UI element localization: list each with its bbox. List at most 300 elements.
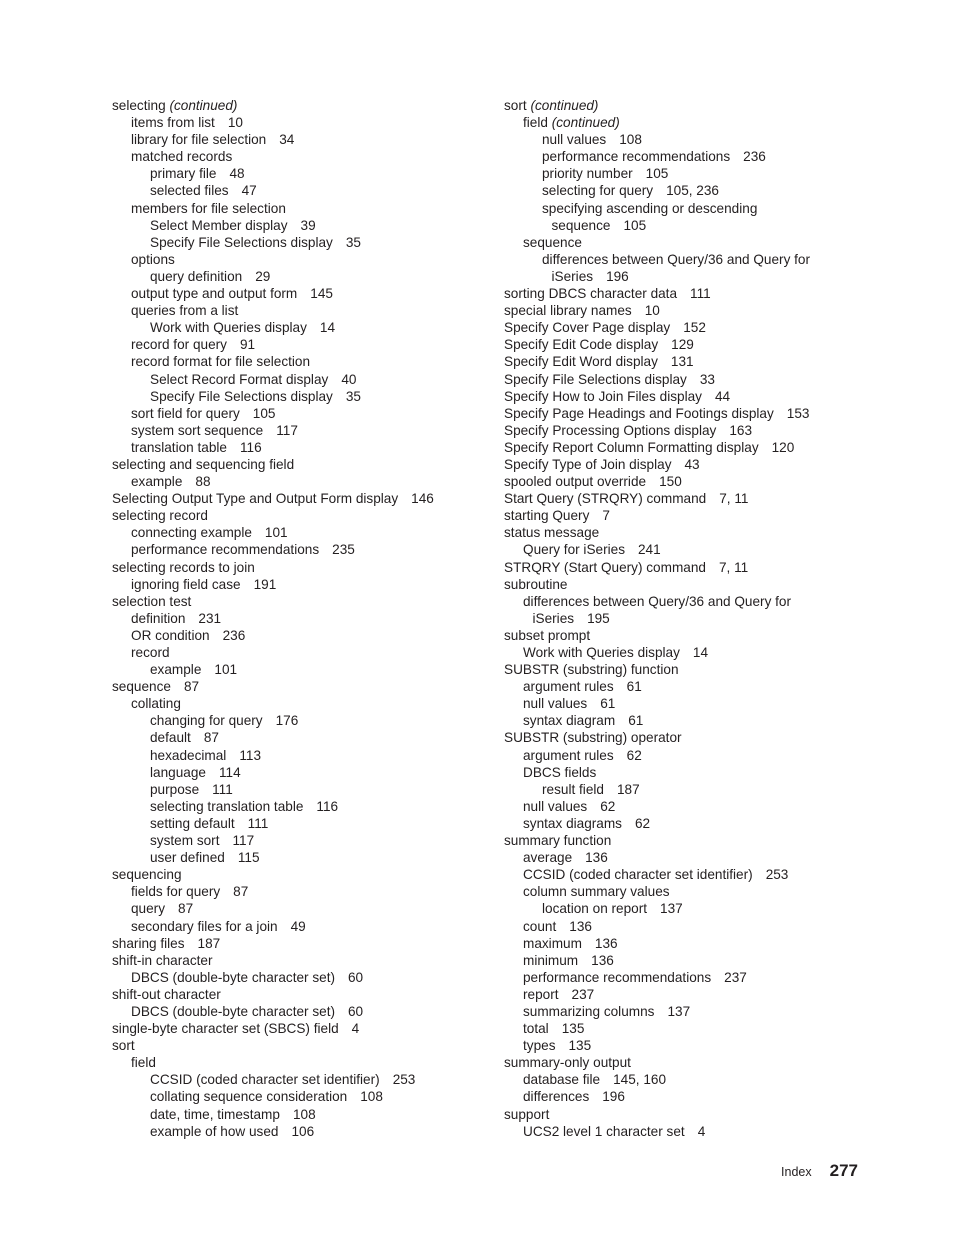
- index-entry: [112, 541, 482, 558]
- index-term: summary function: [504, 833, 612, 849]
- index-term: default: [150, 730, 191, 746]
- index-page-ref: 87: [203, 730, 219, 746]
- index-term: priority number: [542, 166, 633, 182]
- index-term: queries from a list: [131, 303, 239, 319]
- index-entry: [504, 200, 844, 234]
- index-term: options: [131, 251, 175, 267]
- index-entry: [112, 832, 482, 849]
- index-page-ref: 47: [241, 183, 257, 199]
- index-page-ref: 33: [699, 371, 715, 387]
- index-page-ref: 145, 160: [613, 1072, 667, 1088]
- index-page-ref: 176: [275, 713, 299, 729]
- index-entry: [504, 1106, 844, 1123]
- index-entry: [504, 422, 844, 439]
- index-term: Select Member display: [150, 217, 288, 233]
- index-term: status message: [504, 525, 600, 541]
- index-entry: [112, 849, 482, 866]
- index-entry: [112, 439, 482, 456]
- index-term: Specify Processing Options display: [504, 422, 717, 438]
- index-entry: [504, 165, 844, 182]
- index-page-ref: 62: [634, 815, 651, 831]
- index-entry: [504, 712, 844, 729]
- index-entry: [112, 576, 482, 593]
- index-page-ref: 129: [671, 337, 694, 353]
- index-page-ref: 105, 236: [666, 183, 719, 199]
- index-entry: [504, 302, 844, 319]
- index-entry: [112, 97, 482, 114]
- index-page-ref: 231: [198, 610, 222, 626]
- index-term: sorting DBCS character data: [504, 286, 678, 302]
- index-page-ref: 10: [644, 303, 660, 319]
- index-page-ref: 108: [292, 1106, 316, 1122]
- index-entry: [504, 405, 844, 422]
- footer-section-label: Index: [781, 1165, 812, 1179]
- index-entry: [504, 900, 844, 917]
- index-page-ref: 87: [233, 884, 249, 900]
- index-entry: [504, 439, 844, 456]
- index-page-ref: 4: [351, 1021, 360, 1037]
- continued-marker: (continued): [530, 98, 599, 113]
- index-entry: [112, 695, 482, 712]
- index-column-left: [112, 97, 482, 1140]
- index-term: items from list: [131, 115, 215, 131]
- index-term: performance recommendations: [523, 969, 712, 985]
- index-entry: [112, 593, 482, 610]
- index-page-ref: 145: [310, 286, 333, 302]
- index-page-ref: 7, 11: [719, 491, 749, 507]
- index-term: matched records: [131, 149, 233, 165]
- index-page-ref: 48: [229, 166, 245, 182]
- index-page-ref: 116: [316, 798, 339, 814]
- index-page-ref: 114: [218, 764, 241, 780]
- index-term: sort: [112, 1038, 135, 1054]
- index-page-ref: 120: [771, 439, 795, 455]
- index-page-ref: 196: [606, 268, 629, 284]
- index-page-ref: 236: [743, 149, 766, 165]
- index-term: library for file selection: [131, 132, 267, 148]
- index-term: column summary values: [523, 884, 670, 900]
- index-entry: [112, 712, 482, 729]
- index-term: ignoring field case: [131, 576, 241, 592]
- index-entry: [112, 371, 482, 388]
- index-page-ref: 253: [392, 1072, 416, 1088]
- index-page-ref: 87: [183, 679, 200, 695]
- index-term: Specify Edit Code display: [504, 337, 659, 353]
- index-page-ref: 111: [690, 286, 711, 302]
- index-page-ref: 117: [232, 833, 255, 849]
- index-page-ref: 39: [300, 217, 316, 233]
- index-page-ref: 101: [214, 662, 238, 678]
- index-term: Specify How to Join Files display: [504, 388, 702, 404]
- index-term: record: [131, 645, 170, 660]
- index-term: DBCS (double-byte character set): [131, 969, 335, 985]
- index-term: record format for file selection: [131, 354, 311, 370]
- index-page-ref: 60: [348, 969, 364, 985]
- index-term: definition: [131, 610, 186, 626]
- index-page-ref: 49: [290, 918, 306, 934]
- index-term: CCSID (coded character set identifier): [523, 867, 753, 883]
- index-entry: [112, 952, 482, 969]
- index-term: minimum: [523, 952, 579, 968]
- index-term: language: [150, 764, 206, 780]
- index-term: spooled output override: [504, 474, 647, 490]
- index-page-ref: 253: [765, 867, 789, 883]
- index-entry: [504, 319, 844, 336]
- index-entry: [112, 302, 482, 319]
- continued-marker: (continued): [169, 98, 238, 113]
- index-page-ref: 135: [568, 1038, 592, 1054]
- index-entry: [504, 781, 844, 798]
- index-page-ref: 135: [561, 1021, 585, 1037]
- index-entry: [504, 353, 844, 370]
- index-entry: [112, 388, 482, 405]
- index-page-ref: 136: [569, 918, 592, 934]
- index-entry: [504, 251, 844, 285]
- index-page-ref: 136: [591, 952, 614, 968]
- index-term: differences between Query/36 and Query for iSeries: [542, 251, 811, 284]
- index-entry: [112, 200, 482, 217]
- index-entry: [504, 541, 844, 558]
- index-entry: [112, 1037, 482, 1054]
- index-entry: [504, 97, 844, 114]
- index-entry: [112, 918, 482, 935]
- index-page-ref: 136: [585, 850, 608, 866]
- index-page-ref: 237: [724, 969, 747, 985]
- index-entry: [504, 1088, 844, 1105]
- index-term: SUBSTR (substring) function: [504, 662, 679, 678]
- index-entry: [504, 148, 844, 165]
- index-entry: [504, 627, 844, 644]
- index-term: date, time, timestamp: [150, 1106, 280, 1122]
- index-term: types: [523, 1038, 556, 1054]
- index-term: user defined: [150, 850, 225, 866]
- index-term: selecting records to join: [112, 559, 255, 575]
- index-entry: [504, 644, 844, 661]
- index-entry: [504, 986, 844, 1003]
- index-entry: [504, 695, 844, 712]
- index-term: Work with Queries display: [523, 645, 680, 660]
- index-entry: [112, 1003, 482, 1020]
- index-entry: [504, 764, 844, 781]
- index-entry: [112, 610, 482, 627]
- index-term: support: [504, 1106, 550, 1122]
- index-entry: [112, 114, 482, 131]
- index-term: database file: [523, 1072, 601, 1088]
- index-entry: [112, 883, 482, 900]
- index-term: selecting and sequencing field: [112, 456, 295, 472]
- index-entry: [112, 285, 482, 302]
- index-entry: [504, 883, 844, 900]
- index-entry: [112, 353, 482, 370]
- index-term: selecting record: [112, 508, 208, 524]
- index-term: Specify File Selections display: [150, 234, 333, 250]
- index-term: null values: [523, 798, 588, 814]
- index-entry: [112, 1088, 482, 1105]
- index-entry: [112, 644, 482, 661]
- index-page-ref: 10: [227, 115, 243, 131]
- index-page-ref: 237: [571, 986, 595, 1002]
- index-page-ref: 137: [667, 1003, 691, 1019]
- index-term: query: [131, 901, 166, 917]
- index-term: Specify Report Column Formatting display: [504, 439, 759, 455]
- index-entry: [112, 798, 482, 815]
- index-term: subroutine: [504, 576, 568, 592]
- index-entry: [504, 234, 844, 251]
- index-page-ref: 163: [729, 422, 753, 438]
- index-entry: [504, 182, 844, 199]
- index-entry: [112, 473, 482, 490]
- continued-marker: (continued): [551, 115, 620, 131]
- index-term: query definition: [150, 268, 243, 284]
- index-term: count: [523, 918, 557, 934]
- index-page-ref: 34: [279, 132, 295, 148]
- index-term: sort field for query: [131, 405, 240, 421]
- index-page-ref: 108: [360, 1089, 383, 1105]
- index-page-ref: 117: [276, 422, 298, 438]
- index-entry: [504, 832, 844, 849]
- index-entry: [504, 1003, 844, 1020]
- index-page-ref: 40: [341, 371, 357, 387]
- index-entry: [504, 729, 844, 746]
- index-entry: [504, 559, 844, 576]
- index-page-ref: 62: [600, 798, 616, 814]
- index-entry: [504, 1037, 844, 1054]
- index-term: fields for query: [131, 884, 221, 900]
- index-entry: [112, 781, 482, 798]
- index-term: maximum: [523, 935, 582, 951]
- index-term: example of how used: [150, 1123, 279, 1139]
- index-entry: [112, 986, 482, 1003]
- index-entry: [112, 251, 482, 268]
- index-entry: [112, 1106, 482, 1123]
- index-page-ref: 87: [178, 901, 194, 917]
- index-term: translation table: [131, 439, 227, 455]
- index-entry: [504, 473, 844, 490]
- index-page-ref: 35: [345, 234, 361, 250]
- index-term: selecting: [112, 98, 166, 113]
- index-term: report: [523, 986, 559, 1002]
- index-term: sharing files: [112, 935, 185, 951]
- index-term: syntax diagrams: [523, 815, 622, 831]
- index-page-ref: 14: [692, 645, 709, 660]
- index-entry: [504, 798, 844, 815]
- index-column-right: [504, 97, 844, 1140]
- index-term: Specify File Selections display: [150, 388, 333, 404]
- index-term: record for query: [131, 337, 227, 353]
- index-entry: [112, 866, 482, 883]
- index-term: sequence: [112, 679, 171, 695]
- index-page-ref: 236: [222, 627, 246, 643]
- index-page-ref: 105: [645, 166, 669, 182]
- index-term: selecting translation table: [150, 798, 304, 814]
- index-page-ref: 111: [212, 781, 233, 797]
- index-term: argument rules: [523, 747, 614, 763]
- index-term: Selecting Output Type and Output Form display: [112, 491, 399, 507]
- index-page-ref: 106: [291, 1123, 315, 1139]
- index-entry: [504, 747, 844, 764]
- index-page-ref: 150: [659, 474, 682, 490]
- index-entry: [504, 490, 844, 507]
- index-entry: [112, 182, 482, 199]
- index-term: Specify Cover Page display: [504, 320, 671, 336]
- index-entry: [504, 678, 844, 695]
- index-page-ref: 137: [660, 901, 683, 917]
- index-page-ref: 7, 11: [718, 559, 749, 575]
- index-term: sort: [504, 98, 527, 113]
- index-entry: [112, 131, 482, 148]
- index-page-ref: 146: [411, 491, 434, 507]
- index-entry: [112, 764, 482, 781]
- index-entry: [112, 217, 482, 234]
- index-term: primary file: [150, 166, 217, 182]
- index-term: hexadecimal: [150, 747, 227, 763]
- index-entry: [504, 285, 844, 302]
- index-term: shift-in character: [112, 952, 213, 968]
- index-page-ref: 105: [623, 217, 647, 233]
- index-term: Specify Edit Word display: [504, 354, 658, 370]
- index-term: UCS2 level 1 character set: [523, 1123, 685, 1139]
- index-term: field: [131, 1055, 156, 1071]
- index-term: output type and output form: [131, 286, 298, 302]
- index-term: Work with Queries display: [150, 320, 307, 336]
- index-entry: [112, 559, 482, 576]
- index-page-ref: 4: [697, 1123, 706, 1139]
- index-entry: [504, 336, 844, 353]
- index-entry: [112, 336, 482, 353]
- index-term: Specify File Selections display: [504, 371, 687, 387]
- index-term: SUBSTR (substring) operator: [504, 730, 682, 746]
- index-entry: [112, 661, 482, 678]
- index-page-ref: 35: [345, 388, 361, 404]
- index-term: summary-only output: [504, 1055, 631, 1071]
- index-term: changing for query: [150, 713, 263, 729]
- index-term: system sort: [150, 833, 220, 849]
- index-term: field: [523, 115, 548, 131]
- index-term: single-byte character set (SBCS) field: [112, 1021, 339, 1037]
- index-entry: [112, 1020, 482, 1037]
- index-term: starting Query: [504, 508, 590, 524]
- index-term: Specify Page Headings and Footings display: [504, 405, 774, 421]
- index-page-ref: 195: [587, 610, 610, 626]
- index-page-ref: 241: [638, 542, 661, 558]
- index-page-ref: 235: [332, 542, 355, 558]
- index-page-ref: 108: [619, 132, 642, 148]
- index-term: system sort sequence: [131, 422, 264, 438]
- index-entry: [112, 422, 482, 439]
- index-entry: [112, 969, 482, 986]
- index-entry: [112, 148, 482, 165]
- index-term: special library names: [504, 303, 632, 319]
- index-term: shift-out character: [112, 986, 221, 1002]
- index-page-ref: 116: [239, 439, 262, 455]
- index-term: location on report: [542, 901, 648, 917]
- index-page-ref: 88: [195, 474, 211, 490]
- index-term: total: [523, 1021, 549, 1037]
- index-term: specifying ascending or descending sequence: [542, 200, 758, 233]
- index-entry: [112, 490, 482, 507]
- index-term: collating sequence consideration: [150, 1089, 348, 1105]
- index-entry: [112, 729, 482, 746]
- index-entry: [112, 234, 482, 251]
- index-page-ref: 196: [602, 1089, 625, 1105]
- index-page-ref: 14: [319, 320, 336, 336]
- index-entry: [504, 815, 844, 832]
- index-entry: [504, 456, 844, 473]
- index-entry: [112, 1054, 482, 1071]
- index-entry: [504, 131, 844, 148]
- index-term: selecting for query: [542, 183, 654, 199]
- index-page-ref: 187: [616, 781, 640, 797]
- index-page-ref: 111: [247, 815, 269, 831]
- index-entry: [504, 507, 844, 524]
- index-page-ref: 43: [684, 456, 700, 472]
- index-term: connecting example: [131, 525, 252, 541]
- index-page-ref: 136: [594, 935, 618, 951]
- index-term: setting default: [150, 815, 235, 831]
- index-term: subset prompt: [504, 627, 591, 643]
- index-entry: [504, 593, 844, 627]
- index-entry: [504, 1054, 844, 1071]
- footer-page-number: 277: [829, 1161, 858, 1180]
- index-entry: [504, 866, 844, 883]
- index-term: sequence: [523, 234, 582, 250]
- index-term: secondary files for a join: [131, 918, 278, 934]
- index-term: result field: [542, 781, 604, 797]
- index-term: Start Query (STRQRY) command: [504, 491, 707, 507]
- index-term: STRQRY (Start Query) command: [504, 559, 706, 575]
- index-entry: [112, 1123, 482, 1140]
- index-term: members for file selection: [131, 200, 286, 216]
- index-entry: [112, 900, 482, 917]
- index-page-ref: 44: [714, 388, 731, 404]
- index-term: performance recommendations: [131, 542, 320, 558]
- index-page-ref: 61: [626, 679, 642, 695]
- index-entry: [112, 678, 482, 695]
- index-page-ref: 113: [239, 747, 261, 763]
- index-term: selection test: [112, 593, 192, 609]
- page-footer: [781, 1161, 858, 1181]
- index-term: argument rules: [523, 679, 614, 695]
- index-entry: [504, 918, 844, 935]
- index-term: example: [131, 474, 183, 490]
- index-entry: [504, 1123, 844, 1140]
- index-term: collating: [131, 696, 181, 712]
- index-entry: [112, 165, 482, 182]
- index-term: average: [523, 850, 573, 866]
- index-page-ref: 105: [252, 405, 276, 421]
- index-term: CCSID (coded character set identifier): [150, 1072, 380, 1088]
- index-entry: [504, 1020, 844, 1037]
- index-entry: [112, 747, 482, 764]
- index-term: summarizing columns: [523, 1003, 655, 1019]
- index-page-ref: 60: [348, 1003, 364, 1019]
- index-term: Query for iSeries: [523, 542, 625, 558]
- index-entry: [112, 268, 482, 285]
- index-term: Specify Type of Join display: [504, 456, 672, 472]
- index-term: sequencing: [112, 867, 182, 883]
- index-entry: [504, 371, 844, 388]
- index-term: null values: [523, 696, 588, 712]
- index-page-ref: 115: [237, 850, 260, 866]
- index-page-ref: 7: [602, 508, 610, 524]
- index-page-ref: 91: [239, 337, 256, 353]
- index-entry: [504, 524, 844, 541]
- index-page-ref: 153: [786, 405, 810, 421]
- index-entry: [504, 935, 844, 952]
- index-term: purpose: [150, 781, 200, 797]
- index-term: Select Record Format display: [150, 371, 329, 387]
- index-entry: [504, 969, 844, 986]
